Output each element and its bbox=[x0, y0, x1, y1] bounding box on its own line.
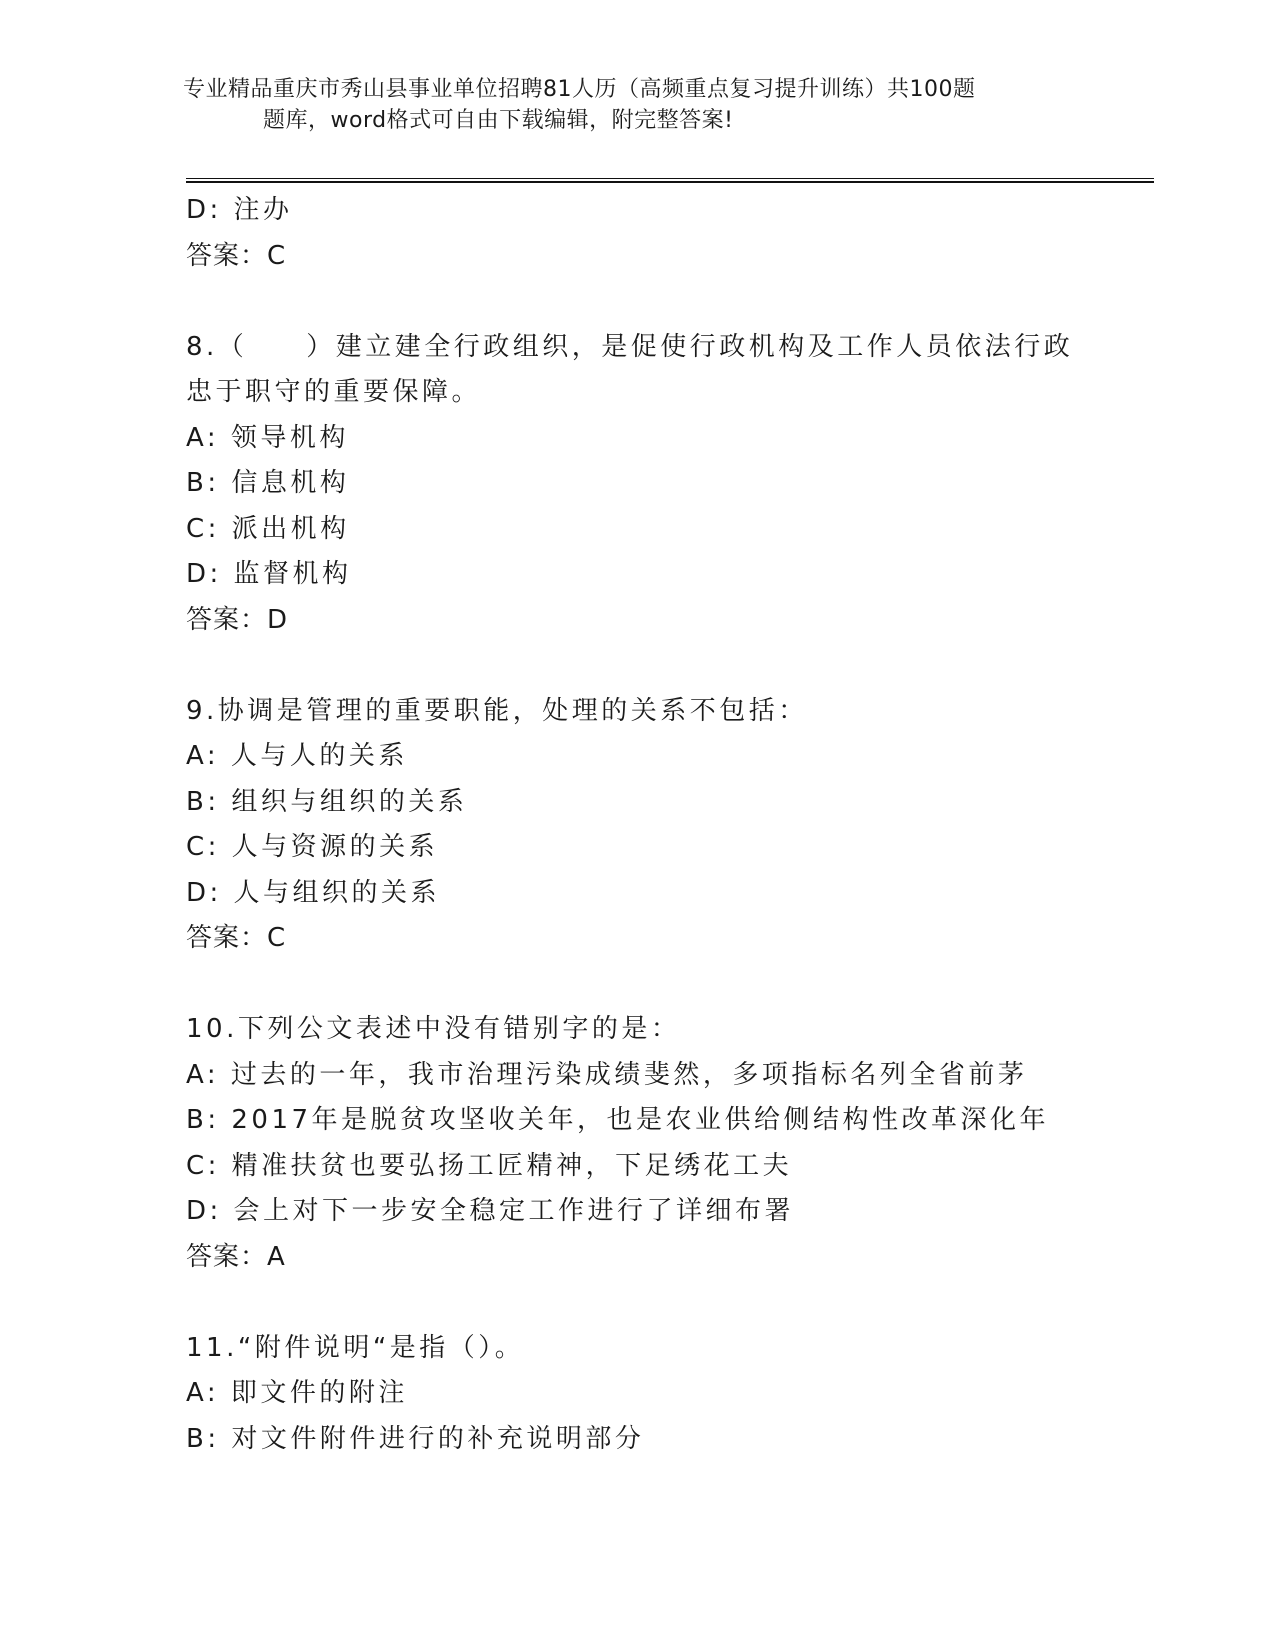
header-divider-thin bbox=[186, 178, 1154, 179]
question-9-option-d: D: 人与组织的关系 bbox=[186, 877, 441, 908]
question-8-option-d: D: 监督机构 bbox=[186, 559, 352, 589]
header-divider-thick bbox=[186, 181, 1154, 183]
document-header bbox=[183, 74, 1083, 136]
question-11-option-b: B: 对文件附件进行的补充说明部分 bbox=[186, 1423, 645, 1454]
question-11-option-a: A: 即文件的附注 bbox=[186, 1378, 408, 1408]
question-9-option-c: C: 人与资源的关系 bbox=[186, 832, 439, 862]
question-content bbox=[186, 188, 1086, 1462]
question-11-stem: 11.“附件说明“是指（）。 bbox=[186, 1332, 525, 1363]
question-10-option-c: C: 精准扶贫也要弘扬工匠精神，下足绣花工夫 bbox=[186, 1150, 793, 1181]
question-8-answer: 答案：D bbox=[186, 604, 289, 635]
question-9-option-b: B: 组织与组织的关系 bbox=[186, 786, 468, 817]
question-10-option-d: D: 会上对下一步安全稳定工作进行了详细布署 bbox=[186, 1196, 795, 1226]
question-8-option-a: A: 领导机构 bbox=[186, 422, 349, 453]
question-8-option-b: B: 信息机构 bbox=[186, 468, 350, 498]
question-10-option-b: B: 2017年是脱贫攻坚收关年，也是农业供给侧结构性改革深化年 bbox=[186, 1105, 1050, 1135]
question-9-stem: 9.协调是管理的重要职能，处理的关系不包括： bbox=[186, 695, 808, 726]
question-8-stem-line-1: 8.（ ）建立建全行政组织，是促使行政机构及工作人员依法行政 bbox=[186, 331, 1074, 362]
question-8-option-c: C: 派出机构 bbox=[186, 513, 350, 544]
option-d: D: 注办 bbox=[186, 195, 293, 225]
question-9-answer: 答案：C bbox=[186, 923, 287, 953]
header-line-2: 题库，word格式可自由下载编辑，附完整答案! bbox=[263, 108, 734, 133]
header-line-1: 专业精品重庆市秀山县事业单位招聘81人历（高频重点复习提升训练）共100题 bbox=[183, 77, 976, 102]
question-10-stem: 10.下列公文表述中没有错别字的是： bbox=[186, 1014, 681, 1044]
question-9-option-a: A: 人与人的关系 bbox=[186, 741, 408, 771]
question-8-stem-line-2: 忠于职守的重要保障。 bbox=[186, 377, 482, 407]
question-10-answer: 答案：A bbox=[186, 1241, 286, 1272]
question-10-option-a: A: 过去的一年，我市治理污染成绩斐然，多项指标名列全省前茅 bbox=[186, 1059, 1028, 1090]
answer: 答案：C bbox=[186, 240, 287, 271]
